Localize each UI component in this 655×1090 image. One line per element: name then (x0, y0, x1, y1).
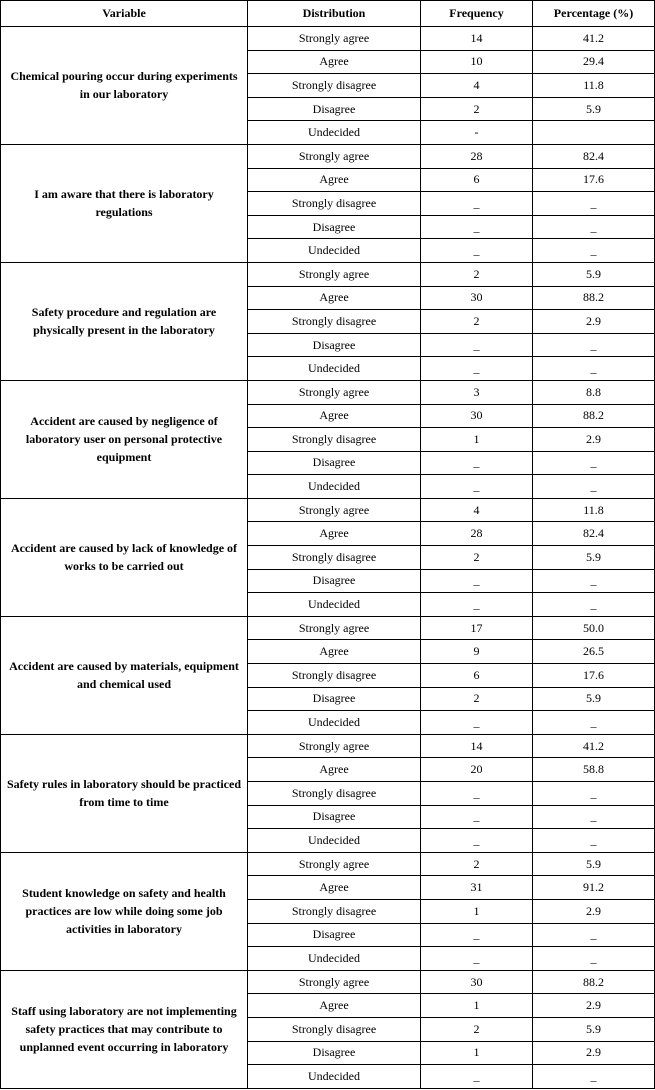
percentage-cell: _ (533, 829, 655, 853)
frequency-cell: 2 (421, 310, 533, 334)
distribution-cell: Agree (248, 758, 421, 782)
percentage-cell: 88.2 (533, 286, 655, 310)
frequency-cell: _ (421, 829, 533, 853)
frequency-cell: 28 (421, 522, 533, 546)
distribution-cell: Disagree (248, 215, 421, 239)
percentage-cell: _ (533, 215, 655, 239)
table-row (1, 144, 655, 168)
distribution-cell: Agree (248, 404, 421, 428)
frequency-cell: 31 (421, 876, 533, 900)
distribution-cell: Agree (248, 168, 421, 192)
percentage-cell: _ (533, 923, 655, 947)
distribution-cell: Strongly disagree (248, 664, 421, 688)
distribution-cell: Strongly agree (248, 498, 421, 522)
percentage-cell: 5.9 (533, 852, 655, 876)
percentage-cell: 50.0 (533, 616, 655, 640)
frequency-cell: _ (421, 192, 533, 216)
variable-cell: Student knowledge on safety and health practices are low while doing some job activities in laboratory (1, 852, 248, 970)
distribution-cell: Strongly agree (248, 27, 421, 51)
distribution-cell: Strongly agree (248, 616, 421, 640)
frequency-cell: 6 (421, 168, 533, 192)
percentage-cell: 58.8 (533, 758, 655, 782)
frequency-cell: 1 (421, 994, 533, 1018)
variable-cell: Safety rules in laboratory should be practiced from time to time (1, 734, 248, 852)
frequency-cell: 2 (421, 687, 533, 711)
distribution-cell: Strongly agree (248, 262, 421, 286)
percentage-cell: _ (533, 239, 655, 263)
frequency-cell: 17 (421, 616, 533, 640)
variable-cell: Accident are caused by lack of knowledge of works to be carried out (1, 498, 248, 616)
frequency-cell: _ (421, 215, 533, 239)
frequency-cell: _ (421, 1065, 533, 1089)
frequency-cell: 2 (421, 97, 533, 121)
distribution-cell: Disagree (248, 451, 421, 475)
frequency-cell: 30 (421, 286, 533, 310)
distribution-cell: Undecided (248, 829, 421, 853)
percentage-cell: 5.9 (533, 687, 655, 711)
header-distribution: Distribution (248, 1, 421, 27)
percentage-cell: 2.9 (533, 1041, 655, 1065)
table-row (1, 498, 655, 522)
frequency-cell: 1 (421, 899, 533, 923)
variable-cell: Safety procedure and regulation are physically present in the laboratory (1, 262, 248, 380)
frequency-cell: 4 (421, 74, 533, 98)
frequency-cell: _ (421, 593, 533, 617)
percentage-cell (533, 121, 655, 145)
header-variable: Variable (1, 1, 248, 27)
distribution-cell: Strongly disagree (248, 310, 421, 334)
frequency-cell: 4 (421, 498, 533, 522)
frequency-cell: 3 (421, 380, 533, 404)
percentage-cell: 2.9 (533, 310, 655, 334)
percentage-cell: _ (533, 711, 655, 735)
table-row (1, 262, 655, 286)
header-row (1, 1, 655, 27)
frequency-cell: 30 (421, 404, 533, 428)
distribution-cell: Undecided (248, 593, 421, 617)
variable-cell: Accident are caused by negligence of laboratory user on personal protective equipment (1, 380, 248, 498)
distribution-cell: Disagree (248, 1041, 421, 1065)
distribution-cell: Undecided (248, 947, 421, 971)
distribution-cell: Agree (248, 50, 421, 74)
distribution-cell: Agree (248, 876, 421, 900)
distribution-cell: Disagree (248, 687, 421, 711)
table-row (1, 734, 655, 758)
table-body (1, 27, 655, 1089)
percentage-cell: _ (533, 357, 655, 381)
percentage-cell: 88.2 (533, 404, 655, 428)
distribution-cell: Strongly disagree (248, 428, 421, 452)
distribution-cell: Disagree (248, 923, 421, 947)
variable-cell: Chemical pouring occur during experiments in our laboratory (1, 27, 248, 145)
percentage-cell: _ (533, 569, 655, 593)
distribution-cell: Undecided (248, 121, 421, 145)
percentage-cell: 29.4 (533, 50, 655, 74)
frequency-cell: 1 (421, 428, 533, 452)
frequency-cell: _ (421, 805, 533, 829)
distribution-cell: Strongly agree (248, 144, 421, 168)
frequency-cell: 2 (421, 852, 533, 876)
percentage-cell: _ (533, 451, 655, 475)
percentage-cell: _ (533, 333, 655, 357)
distribution-cell: Strongly disagree (248, 546, 421, 570)
frequency-cell: _ (421, 569, 533, 593)
frequency-cell: 9 (421, 640, 533, 664)
frequency-cell: _ (421, 239, 533, 263)
distribution-cell: Strongly agree (248, 970, 421, 994)
percentage-cell: 5.9 (533, 1017, 655, 1041)
distribution-cell: Strongly disagree (248, 74, 421, 98)
distribution-cell: Agree (248, 640, 421, 664)
header-frequency: Frequency (421, 1, 533, 27)
distribution-cell: Disagree (248, 97, 421, 121)
frequency-cell: 10 (421, 50, 533, 74)
percentage-cell: _ (533, 192, 655, 216)
variable-cell: Accident are caused by materials, equipment and chemical used (1, 616, 248, 734)
distribution-cell: Disagree (248, 805, 421, 829)
frequency-cell: 14 (421, 27, 533, 51)
percentage-cell: 11.8 (533, 74, 655, 98)
distribution-cell: Strongly agree (248, 380, 421, 404)
header-percentage: Percentage (%) (533, 1, 655, 27)
percentage-cell: 17.6 (533, 664, 655, 688)
percentage-cell: 5.9 (533, 262, 655, 286)
table-row (1, 27, 655, 51)
percentage-cell: 82.4 (533, 522, 655, 546)
table-row (1, 852, 655, 876)
frequency-cell: - (421, 121, 533, 145)
distribution-cell: Undecided (248, 711, 421, 735)
percentage-cell: 88.2 (533, 970, 655, 994)
percentage-cell: 11.8 (533, 498, 655, 522)
percentage-cell: 5.9 (533, 97, 655, 121)
frequency-cell: _ (421, 333, 533, 357)
table-row (1, 380, 655, 404)
distribution-cell: Disagree (248, 333, 421, 357)
distribution-cell: Strongly disagree (248, 782, 421, 806)
frequency-cell: _ (421, 451, 533, 475)
frequency-cell: 30 (421, 970, 533, 994)
distribution-cell: Undecided (248, 1065, 421, 1089)
percentage-cell: _ (533, 805, 655, 829)
distribution-cell: Undecided (248, 357, 421, 381)
distribution-cell: Disagree (248, 569, 421, 593)
percentage-cell: 17.6 (533, 168, 655, 192)
percentage-cell: _ (533, 947, 655, 971)
percentage-cell: 91.2 (533, 876, 655, 900)
distribution-cell: Agree (248, 286, 421, 310)
distribution-cell: Agree (248, 522, 421, 546)
percentage-cell: 82.4 (533, 144, 655, 168)
percentage-cell: 26.5 (533, 640, 655, 664)
percentage-cell: 2.9 (533, 994, 655, 1018)
frequency-cell: _ (421, 711, 533, 735)
frequency-cell: 1 (421, 1041, 533, 1065)
frequency-cell: 2 (421, 1017, 533, 1041)
frequency-cell: 20 (421, 758, 533, 782)
percentage-cell: 41.2 (533, 27, 655, 51)
frequency-cell: 14 (421, 734, 533, 758)
distribution-cell: Strongly agree (248, 734, 421, 758)
frequency-cell: _ (421, 475, 533, 499)
percentage-cell: _ (533, 475, 655, 499)
variable-cell: I am aware that there is laboratory regulations (1, 144, 248, 262)
frequency-cell: 28 (421, 144, 533, 168)
distribution-cell: Strongly disagree (248, 1017, 421, 1041)
frequency-cell: 2 (421, 262, 533, 286)
table-row (1, 970, 655, 994)
percentage-cell: 41.2 (533, 734, 655, 758)
frequency-cell: _ (421, 947, 533, 971)
variable-cell: Staff using laboratory are not implementing safety practices that may contribute to unplanned event occurring in laboratory (1, 970, 248, 1088)
frequency-cell: _ (421, 357, 533, 381)
frequency-cell: _ (421, 782, 533, 806)
distribution-cell: Undecided (248, 475, 421, 499)
percentage-cell: 5.9 (533, 546, 655, 570)
frequency-cell: 6 (421, 664, 533, 688)
distribution-cell: Strongly agree (248, 852, 421, 876)
distribution-cell: Strongly disagree (248, 899, 421, 923)
percentage-cell: 2.9 (533, 899, 655, 923)
percentage-cell: _ (533, 1065, 655, 1089)
distribution-cell: Undecided (248, 239, 421, 263)
percentage-cell: 8.8 (533, 380, 655, 404)
distribution-cell: Strongly disagree (248, 192, 421, 216)
frequency-cell: 2 (421, 546, 533, 570)
percentage-cell: _ (533, 782, 655, 806)
table-row (1, 616, 655, 640)
percentage-cell: _ (533, 593, 655, 617)
percentage-cell: 2.9 (533, 428, 655, 452)
frequency-cell: _ (421, 923, 533, 947)
distribution-cell: Agree (248, 994, 421, 1018)
